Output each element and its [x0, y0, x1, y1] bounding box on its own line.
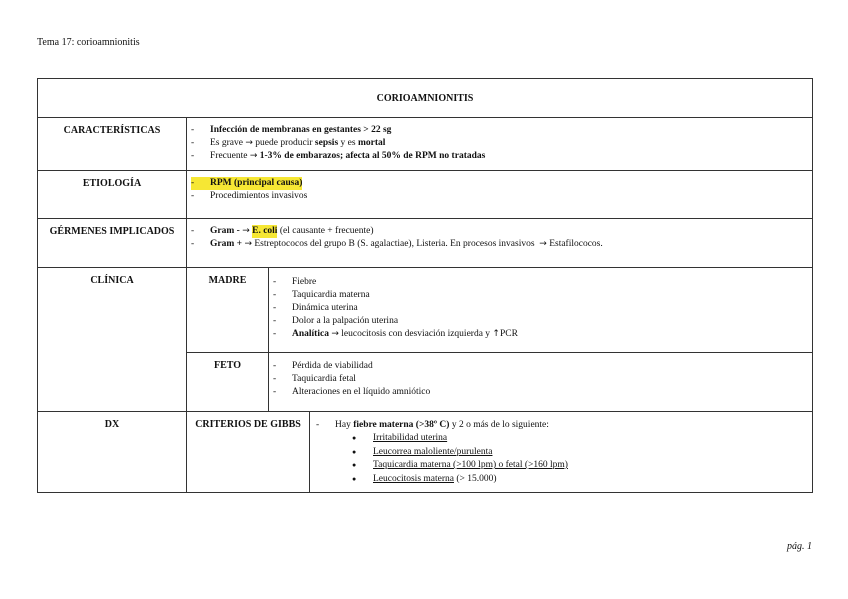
list-item: - Dinámica uterina	[273, 303, 358, 313]
gibbs-criteria-list	[316, 432, 806, 486]
label-criterios-gibbs: CRITERIOS DE GIBBS	[187, 412, 310, 492]
list-item: - Alteraciones en el líquido amniótico	[273, 387, 431, 397]
label-germenes: GÉRMENES IMPLICADOS	[38, 219, 187, 268]
row-clinica	[38, 268, 813, 412]
list-item: - Infección de membranas en gestantes > 22 sg	[191, 125, 392, 135]
row-etiologia	[38, 171, 813, 219]
list-item: - Taquicardia materna	[273, 290, 370, 300]
list-item: - Taquicardia fetal	[273, 374, 356, 384]
table-title: CORIOAMNIONITIS	[38, 79, 813, 118]
list-item: ● Leucocitosis materna (> 15.000)	[373, 473, 806, 487]
list-item: - Gram - → E. coli (el causante + frecuente)	[191, 226, 374, 236]
corioamnionitis-table	[37, 78, 813, 493]
label-dx: DX	[38, 412, 187, 493]
arrow-right-icon: →	[539, 239, 547, 249]
list-item: - Analítica → leucocitosis con desviación izquierda y ↑ PCR	[273, 329, 518, 339]
label-madre: MADRE	[187, 268, 269, 353]
list-item: ● Leucorrea maloliente/purulenta	[373, 446, 806, 460]
list-item: - Dolor a la palpación uterina	[273, 316, 399, 326]
list-item: ● Irritabilidad uterina	[373, 432, 806, 446]
list-item: - Es grave → puede producir sepsis y es mortal	[191, 138, 386, 148]
label-feto: FETO	[187, 353, 269, 412]
row-germenes	[38, 219, 813, 268]
list-item: ● Taquicardia materna (>100 lpm) o fetal (>160 lpm)	[373, 459, 806, 473]
label-clinica: CLÍNICA	[38, 268, 187, 412]
arrow-right-icon: →	[242, 226, 250, 236]
clinica-subtable	[187, 268, 812, 411]
row-caracteristicas	[38, 118, 813, 171]
document-header: Tema 17: corioamnionitis	[37, 37, 140, 48]
arrow-right-icon: →	[249, 151, 258, 161]
list-item: - RPM (principal causa)	[191, 178, 303, 188]
label-etiologia: ETIOLOGÍA	[38, 171, 187, 219]
list-item: - Gram + → Estreptococos del grupo B (S. agalactiae), Listeria. En procesos invasivos → Estafilococos.	[191, 239, 603, 249]
label-caracteristicas: CARACTERÍSTICAS	[38, 118, 187, 171]
list-item: - Hay fiebre materna (>38º C) y 2 o más de lo siguiente:	[316, 420, 549, 430]
list-item: - Procedimientos invasivos	[191, 191, 308, 201]
page-number: pág. 1	[787, 541, 812, 552]
row-dx	[38, 412, 813, 493]
list-item: - Fiebre	[273, 277, 317, 287]
arrow-up-icon: ↑	[492, 329, 500, 339]
arrow-right-icon: →	[245, 138, 253, 148]
arrow-right-icon: →	[244, 239, 252, 249]
dx-subtable	[187, 412, 812, 492]
arrow-right-icon: →	[331, 329, 339, 339]
list-item: - Pérdida de viabilidad	[273, 361, 373, 371]
list-item: - Frecuente → 1-3% de embarazos; afecta al 50% de RPM no tratadas	[191, 151, 486, 161]
